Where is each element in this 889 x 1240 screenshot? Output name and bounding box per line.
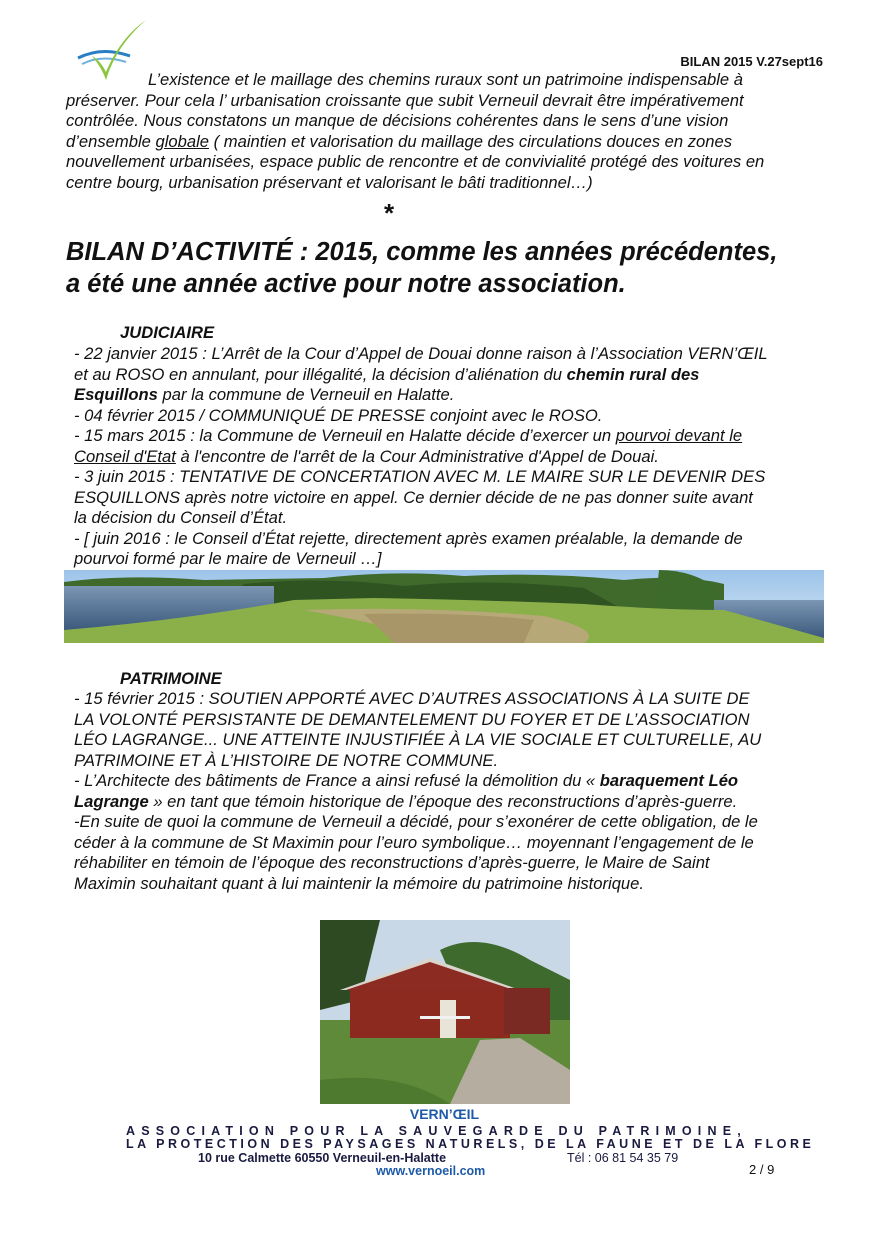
association-website-link[interactable]: www.vernoeil.com (376, 1164, 486, 1178)
patrimoine-paragraph: - 15 février 2015 : SOUTIEN APPORTÉ AVEC D’AUTRES ASSOCIATIONS À LA SUITE DE LA VOLONTÉ PERSISTANTE DE DEMANTELEMENT DU FOYER ET DE L’ASSOCIATION LÉO LAGRANGE... UNE ATTEINTE INJUSTIFIÉE À LA VIE SOCIALE ET CULTURELLE, AU PATRIMOINE ET À L’HISTOIRE DE NOTRE COMMUNE. - L’Architecte des bâtiments de France a ainsi refusé la démolition du « baraquement Léo Lagrange » en tant que témoin historique de l’époque des reconstructions d’après-guerre. -En suite de quoi la commune de Verneuil a décidé, pour s’exonérer de cette obligation, de le céder à la commune de St Maximin pour l’euro symbolique… moyennant l’engagement de le réhabiliter en témoin de l’époque des reconstructions d’après-guerre, le Maire de Saint Maximin souhaitant quant à lui maintenir la mémoire du patrimoine historique. (74, 689, 762, 893)
association-name: VERN’ŒIL (409, 1106, 480, 1122)
association-tagline-1: ASSOCIATION POUR LA SAUVEGARDE DU PATRIMOINE, (126, 1124, 747, 1138)
association-address: 10 rue Calmette 60550 Verneuil-en-Halatte (198, 1151, 447, 1165)
baraquement-leo-lagrange-photo (320, 920, 570, 1104)
section-title-patrimoine: PATRIMOINE (120, 669, 222, 688)
document-version: BILAN 2015 V.27sept16 (680, 54, 823, 69)
association-tagline-2: LA PROTECTION DES PAYSAGES NATURELS, DE LA FAUNE ET DE LA FLORE (126, 1137, 815, 1151)
page-heading: BILAN D’ACTIVITÉ : 2015, comme les années précédentes, a été une année active pour notre association. (66, 238, 778, 298)
esquillons-panorama-photo (64, 570, 824, 643)
intro-paragraph: L’existence et le maillage des chemins ruraux sont un patrimoine indispensable à préserver. Pour cela l’ urbanisation croissante que subit Verneuil devrait être impérativement contrôlée. Nous constatons un manque de décisions cohérentes dans le sens d’une vision d’ensemble globale ( maintien et valorisation du maillage des circulations douces en zones nouvellement urbanisées, espace public de rencontre et de convivialité protégé des voitures en centre bourg, urbanisation préservant et valorisant le bâti traditionnel…) (66, 70, 765, 192)
section-title-judiciaire: JUDICIAIRE (120, 323, 215, 342)
association-phone: Tél : 06 81 54 35 79 (567, 1151, 679, 1165)
page-number: 2 / 9 (749, 1162, 775, 1177)
judiciaire-paragraph: - 22 janvier 2015 : L’Arrêt de la Cour d’Appel de Douai donne raison à l’Association VERN’ŒIL et au ROSO en annulant, pour illégalité, la décision d’aliénation du chemin rural des Esquillons par la commune de Verneuil en Halatte. - 04 février 2015 / COMMUNIQUÉ DE PRESSE conjoint avec le ROSO. - 15 mars 2015 : la Commune de Verneuil en Halatte décide d’exercer un pourvoi devant le Conseil d'Etat à l'encontre de l'arrêt de la Cour Administrative d'Appel de Douai. - 3 juin 2015 : TENTATIVE DE CONCERTATION AVEC M. LE MAIRE SUR LE DEVENIR DES ESQUILLONS après notre victoire en appel. Ce dernier décide de ne pas donner suite avant la décision du Conseil d’État. - [ juin 2016 : le Conseil d’État rejette, directement après examen préalable, la demande de pourvoi formé par le maire de Verneuil …] (74, 344, 768, 568)
section-separator: * (384, 198, 395, 228)
